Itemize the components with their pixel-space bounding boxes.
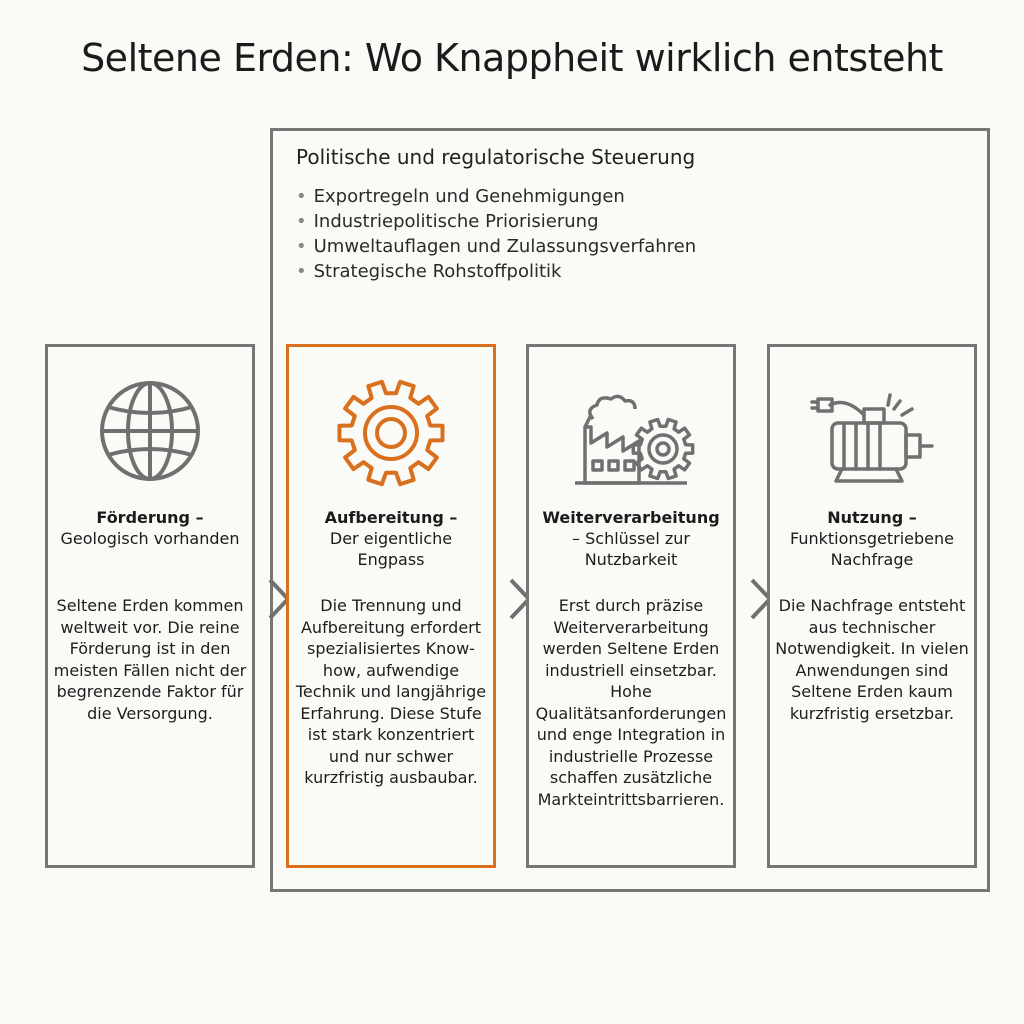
stage-title-rest: Der eigentliche Engpass: [329, 529, 453, 569]
stage-body: Erst durch präzise Weiterverarbeitung werden Seltene Erden industriell einsetzbar. Hohe Qualitätsanforderungen und enge Integration in industrielle Prozesse schaffen zusätzliche Markteintrittsbarrieren.: [535, 596, 727, 809]
stage-title-bold: Aufbereitung –: [324, 508, 458, 527]
globe-icon: [48, 375, 252, 495]
policy-heading: Politische und regulatorische Steuerung: [296, 145, 696, 169]
stage-card-nutzung: [767, 344, 977, 868]
stage-body: Seltene Erden kommen weltweit vor. Die reine Förderung ist in den meisten Fällen nicht der begrenzende Faktor für die Versorgung.: [53, 596, 247, 723]
stage-title: [54, 507, 246, 549]
stage-title: [535, 507, 727, 570]
stage-title-rest: – Schlüssel zur Nutzbarkeit: [572, 529, 690, 569]
stage-title-bold: Förderung –: [96, 508, 204, 527]
policy-item: • Exportregeln und Genehmigungen: [296, 184, 696, 209]
stage-body: Die Nachfrage entsteht aus technischer Notwendigkeit. In vielen Anwendungen sind Seltene Erden kaum kurzfristig ersetzbar.: [775, 596, 969, 723]
stage-card-foerderung: [45, 344, 255, 868]
policy-item: • Industriepolitische Priorisierung: [296, 209, 696, 234]
policy-item: • Umweltauflagen und Zulassungsverfahren: [296, 234, 696, 259]
stage-body: Die Trennung und Aufbereitung erfordert spezialisiertes Know-how, aufwendige Technik und langjährige Erfahrung. Diese Stufe ist stark konzentriert und nur schwer kurzfristig ausbaubar.: [295, 596, 487, 787]
stage-card-aufbereitung: [286, 344, 496, 868]
stage-title-bold: Weiterverarbeitung: [542, 508, 720, 527]
policy-item: • Strategische Rohstoffpolitik: [296, 259, 696, 284]
gear-icon: [289, 375, 493, 495]
stage-title: [776, 507, 968, 570]
electric-motor-icon: [770, 375, 974, 495]
stage-title: [295, 507, 487, 570]
policy-list: [296, 184, 696, 284]
stage-card-weiterverarbeitung: [526, 344, 736, 868]
stage-title-rest: Funktionsgetriebene Nachfrage: [790, 529, 954, 569]
factory-gear-icon: [529, 375, 733, 495]
page-title: Seltene Erden: Wo Knappheit wirklich entsteht: [81, 36, 943, 80]
stage-title-bold: Nutzung –: [827, 508, 917, 527]
stage-title-rest: Geologisch vorhanden: [60, 529, 240, 548]
